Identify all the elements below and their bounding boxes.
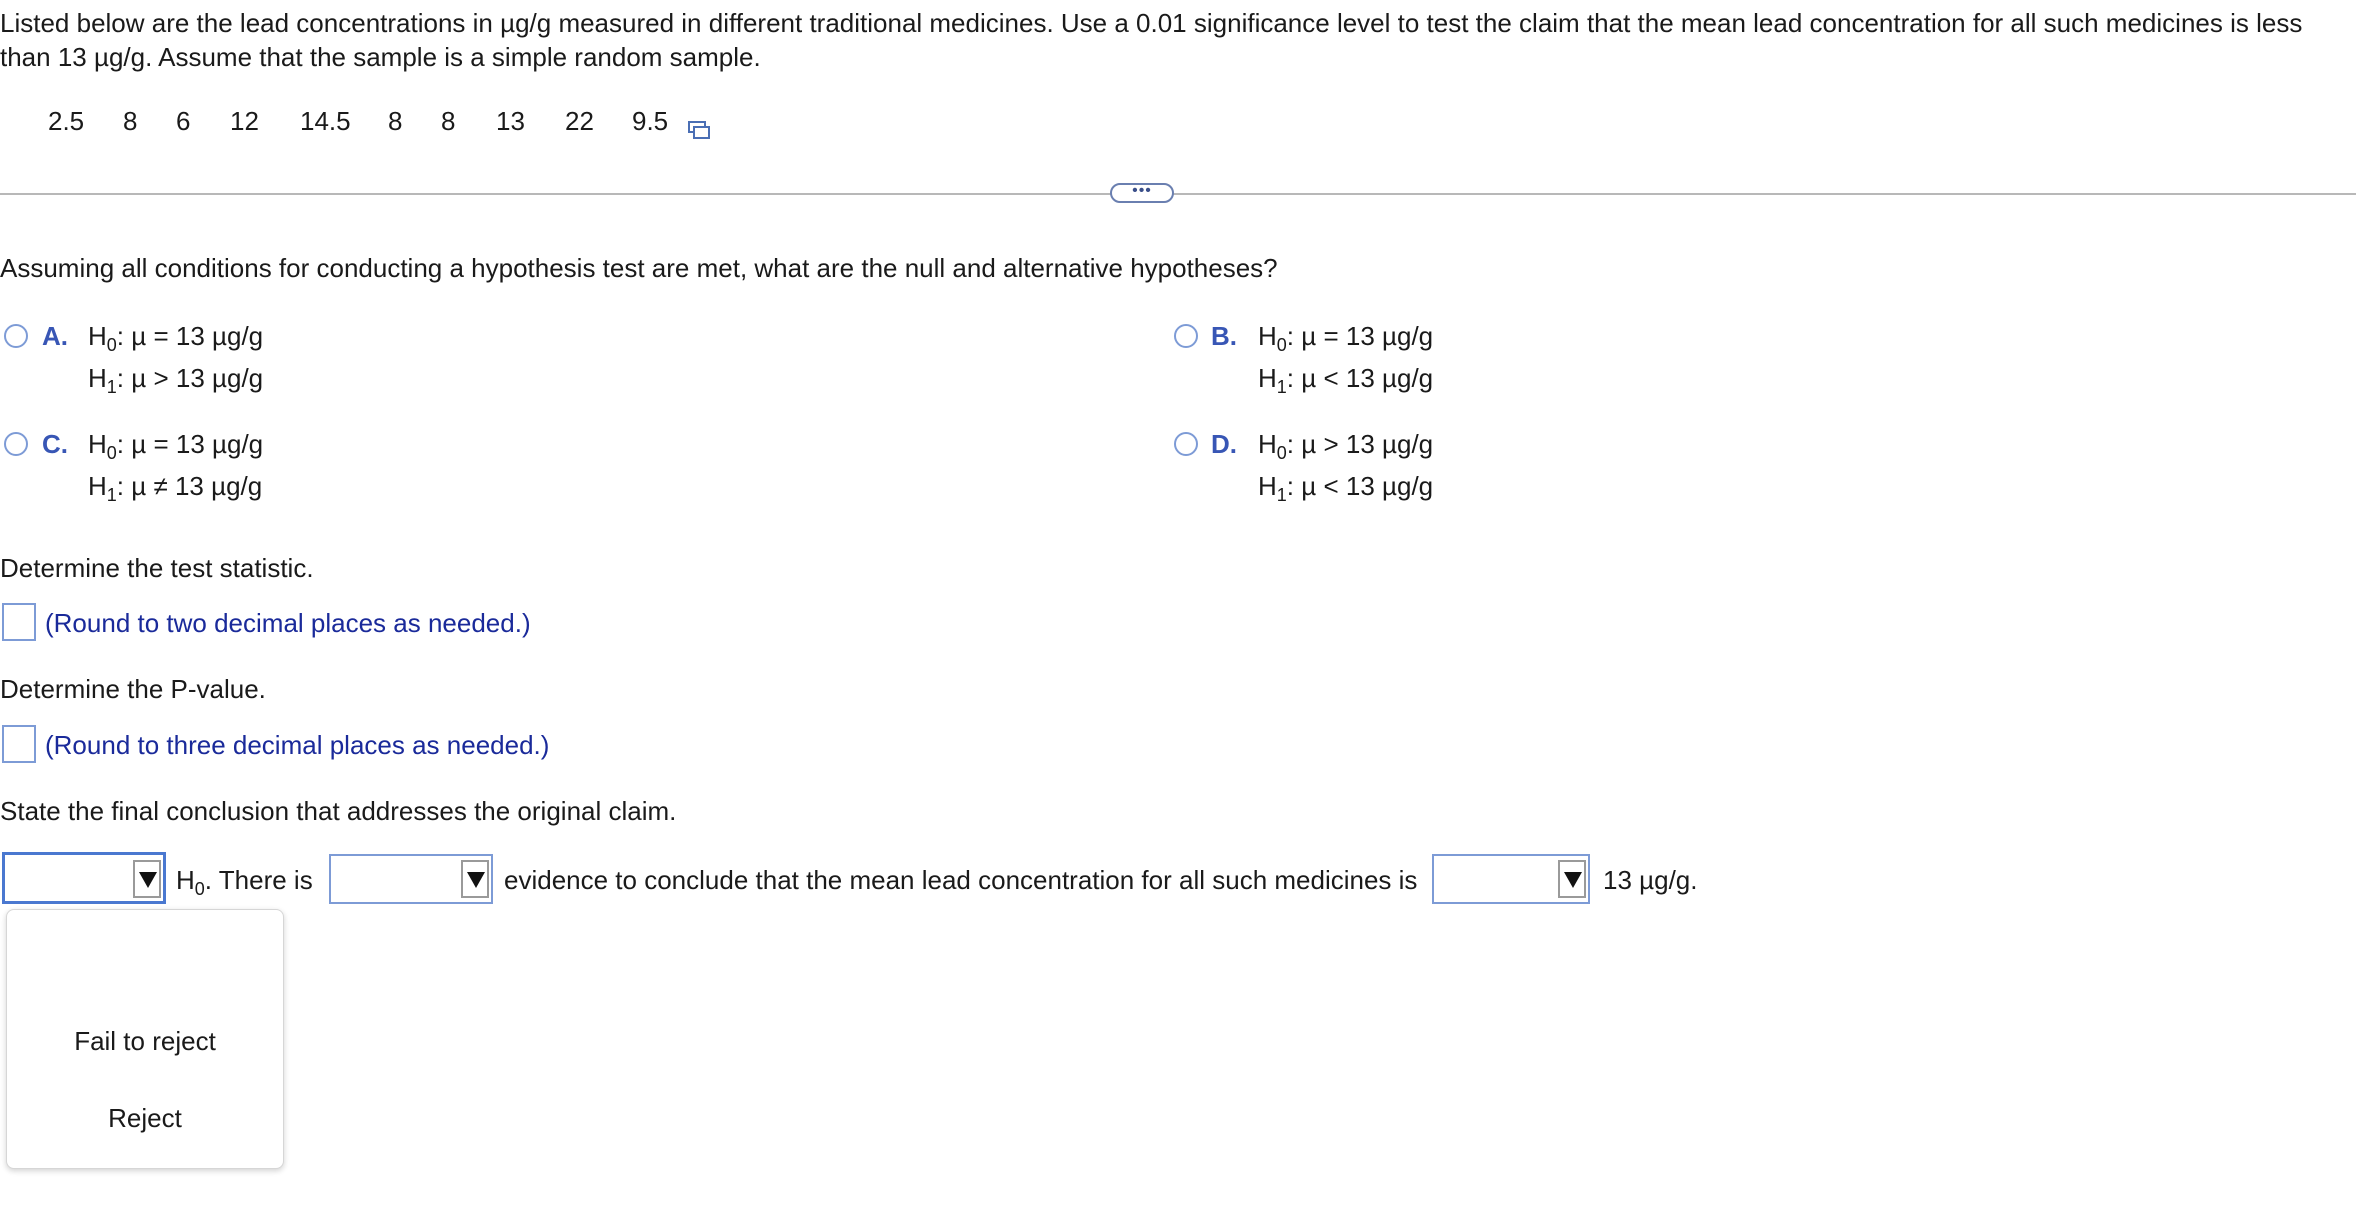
option-a-null: $H_0$: µ = 13 µg/g — [88, 321, 264, 355]
test-statistic-input[interactable] — [2, 603, 36, 641]
option-d-null: $H_0$: µ > 13 µg/g — [1258, 429, 1434, 463]
conclusion-middle-text: evidence to conclude that the mean lead concentration for all such medicines is — [504, 865, 1418, 895]
data-value: 2.5 — [48, 106, 85, 136]
option-a-alternative: $H_1$: µ > 13 µg/g — [88, 363, 264, 397]
option-d-letter: D. — [1211, 429, 1237, 459]
option-c-null: $H_0$: µ = 13 µg/g — [88, 429, 264, 463]
menu-option-fail-to-reject[interactable]: Fail to reject — [74, 1026, 216, 1056]
data-value: 13 — [496, 106, 525, 136]
dropdown-arrow-icon — [1558, 860, 1586, 898]
problem-statement: Listed below are the lead concentrations in µg/g measured in different traditional medicines. Use a 0.01 significance level to test the claim that the mean lead concentration for all such medicines is less than 13 µg/g. Assume that the sample is a simple random sample. — [0, 8, 2303, 72]
radio-option-b[interactable] — [1174, 324, 1198, 348]
option-a-letter: A. — [42, 321, 68, 351]
option-b-null: $H_0$: µ = 13 µg/g — [1258, 321, 1434, 355]
conclusion-h0-text: $H_0$. There is — [176, 865, 313, 899]
conclusion-prompt: State the final conclusion that addresses the original claim. — [0, 796, 677, 826]
copy-data-icon[interactable] — [688, 112, 710, 130]
p-value-hint: (Round to three decimal places as needed.) — [45, 730, 550, 760]
radio-option-d[interactable] — [1174, 432, 1198, 456]
radio-option-c[interactable] — [4, 432, 28, 456]
option-c-letter: C. — [42, 429, 68, 459]
expand-button[interactable]: ••• — [1110, 183, 1174, 203]
hypotheses-prompt: Assuming all conditions for conducting a hypothesis test are met, what are the null and alternative hypotheses? — [0, 253, 1278, 283]
evidence-select[interactable] — [329, 854, 493, 904]
option-c-alternative: $H_1$: µ ≠ 13 µg/g — [88, 471, 263, 505]
menu-option-reject[interactable]: Reject — [108, 1103, 182, 1133]
p-value-input[interactable] — [2, 725, 36, 763]
test-statistic-prompt: Determine the test statistic. — [0, 553, 314, 583]
option-b-alternative: $H_1$: µ < 13 µg/g — [1258, 363, 1434, 397]
data-value: 14.5 — [300, 106, 351, 136]
section-divider — [0, 193, 2356, 195]
comparison-select[interactable] — [1432, 854, 1590, 904]
option-d-alternative: $H_1$: µ < 13 µg/g — [1258, 471, 1434, 505]
data-value: 12 — [230, 106, 259, 136]
radio-option-a[interactable] — [4, 324, 28, 348]
data-value: 9.5 — [632, 106, 669, 136]
data-value: 8 — [123, 106, 138, 136]
data-value: 22 — [565, 106, 594, 136]
data-value: 6 — [176, 106, 191, 136]
option-b-letter: B. — [1211, 321, 1237, 351]
reject-decision-select[interactable] — [2, 852, 166, 904]
dropdown-arrow-icon — [461, 860, 489, 898]
dropdown-arrow-icon — [133, 860, 161, 898]
p-value-prompt: Determine the P-value. — [0, 674, 266, 704]
reject-decision-dropdown-menu — [6, 909, 284, 1169]
conclusion-end-text: 13 µg/g. — [1603, 865, 1698, 895]
test-statistic-hint: (Round to two decimal places as needed.) — [45, 608, 531, 638]
data-value: 8 — [388, 106, 403, 136]
data-value: 8 — [441, 106, 456, 136]
